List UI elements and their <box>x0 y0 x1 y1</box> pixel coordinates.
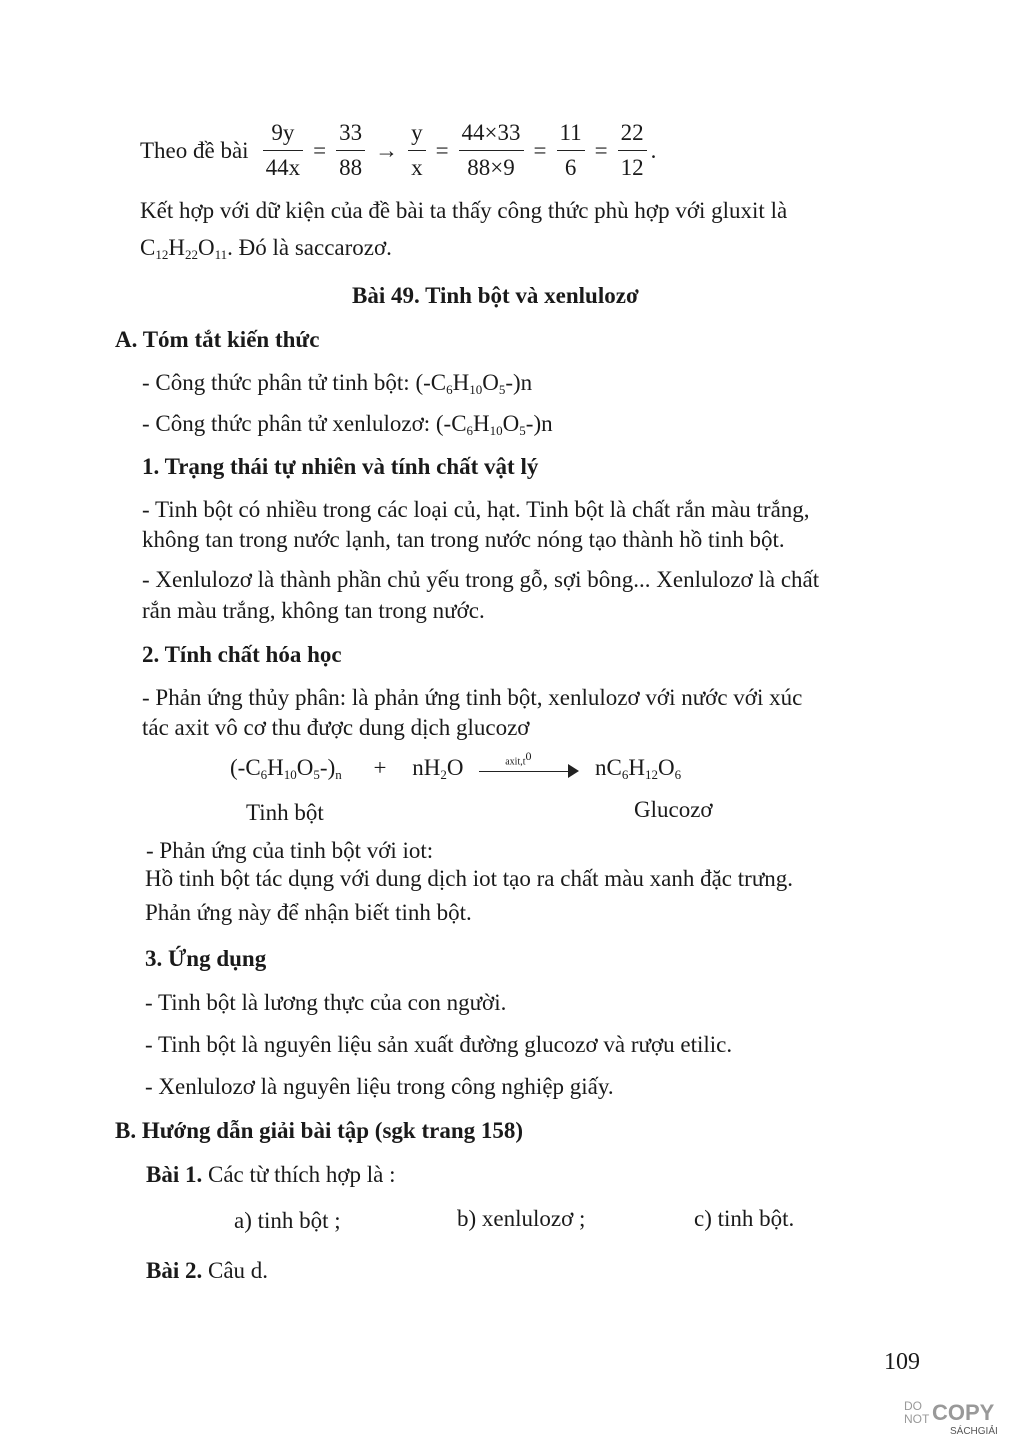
section-b-heading: B. Hướng dẫn giải bài tập (sgk trang 158) <box>115 1118 524 1143</box>
subsection-1-heading: 1. Trạng thái tự nhiên và tính chất vật lý <box>142 454 539 479</box>
starch-formula: - Công thức phân tử tinh bột: $(-C_6H_{10}O_5-)n$ <box>142 370 533 397</box>
exercise-1-answer-b: b) xenlulozơ ; <box>457 1206 586 1231</box>
application-item: - Tinh bột là lương thực của con người. <box>145 990 507 1015</box>
label-starch: Tinh bột <box>246 800 324 825</box>
plus-sign: + <box>373 755 387 780</box>
sub1-p1-line1: - Tinh bột có nhiều trong các loại củ, hạt. Tinh bột là chất rắn màu trắng, <box>142 497 810 522</box>
sub2-p2-line1: - Phản ứng của tinh bột với iot: <box>146 838 434 863</box>
exercise-2-text: Câu d. <box>207 1258 269 1283</box>
exercise-1-answer-a: a) tinh bột ; <box>234 1208 341 1233</box>
equals-sign: = <box>313 137 327 163</box>
product-glucose: $nC_6H_{12}O_6$ <box>594 755 682 782</box>
hydrolysis-reaction <box>230 748 682 783</box>
arrow-head-icon <box>568 764 579 778</box>
watermark-logo: DO NOT COPY SÁCHGIẢI <box>904 1399 998 1437</box>
intro-line-2: $C_{12}H_{22}O_{11}$. Đó là saccarozơ. <box>140 235 392 262</box>
reactant-water: $nH_2O$ <box>412 755 464 782</box>
subsection-3-heading: 3. Ứng dụng <box>145 946 267 971</box>
application-item: - Xenlulozơ là nguyên liệu trong công nghiệp giấy. <box>145 1074 614 1099</box>
equals-sign: = <box>435 137 449 163</box>
sub2-p1-line2: tác axit vô cơ thu được dung dịch glucozơ <box>142 715 530 740</box>
sub2-p2-line3: Phản ứng này để nhận biết tinh bột. <box>145 900 472 925</box>
fraction-9y-44x: $\frac{9y}{44x}$ <box>263 118 304 183</box>
exercise-1-label: Bài 1. <box>146 1162 203 1187</box>
exercise-1 <box>146 1162 396 1188</box>
fraction-22-12: $\frac{22}{12}$ <box>618 118 647 183</box>
application-item: - Tinh bột là nguyên liệu sản xuất đường glucozơ và rượu etilic. <box>145 1032 733 1057</box>
ratio-equation: Theo đề bài $\frac{9y}{44x}$ = $\frac{33}{88}$ → $\frac{y}{x}$ = $\frac{44\times 33}{88\times 9}$ = $\frac{11}{6}$ = $\frac{22}{12}$ . <box>140 118 656 183</box>
fraction-33-88: $\frac{33}{88}$ <box>336 118 365 183</box>
exercise-2-label: Bài 2. <box>146 1258 203 1283</box>
equation-lead: Theo đề bài <box>140 137 249 163</box>
subsection-2-heading: 2. Tính chất hóa học <box>142 642 342 667</box>
page-number: 109 <box>884 1349 920 1375</box>
intro-line-1: Kết hợp với dữ kiện của đề bài ta thấy công thức phù hợp với gluxit là <box>140 198 788 223</box>
implies-arrow: → <box>375 137 399 163</box>
reaction-condition: $axit,t^0$ <box>505 748 532 768</box>
sub1-p2-line1: - Xenlulozơ là thành phần chủ yếu trong gỗ, sợi bông... Xenlulozơ là chất <box>142 567 820 592</box>
sub2-p1-line1: - Phản ứng thủy phân: là phản ứng tinh bột, xenlulozơ với nước với xúc <box>142 685 803 710</box>
exercise-2 <box>146 1258 268 1284</box>
lesson-title: Bài 49. Tinh bột và xenlulozơ <box>352 283 639 308</box>
sub1-p1-line2: không tan trong nước lạnh, tan trong nước nóng tạo thành hồ tinh bột. <box>142 527 785 552</box>
equals-sign: = <box>594 137 608 163</box>
reactant-starch: $(-C_6H_{10}O_5-)_n$ <box>230 755 342 782</box>
sub1-p2-line2: rắn màu trắng, không tan trong nước. <box>142 598 485 623</box>
section-a-heading: A. Tóm tắt kiến thức <box>115 327 320 352</box>
exercise-1-answer-c: c) tinh bột. <box>694 1206 795 1231</box>
label-glucose: Glucozơ <box>634 797 713 822</box>
reaction-arrow <box>479 748 579 781</box>
cellulose-formula: - Công thức phân tử xenlulozơ: $(-C_6H_{10}O_5-)n$ <box>142 411 553 438</box>
fraction-11-6: $\frac{11}{6}$ <box>557 118 585 183</box>
exercise-1-text: Các từ thích hợp là : <box>207 1162 396 1187</box>
sub2-p2-line2: Hồ tinh bột tác dụng với dung dịch iot tạo ra chất màu xanh đặc trưng. <box>145 866 794 891</box>
fraction-product: $\frac{44\times 33}{88\times 9}$ <box>459 118 524 183</box>
equals-sign: = <box>533 137 547 163</box>
fraction-y-x: $\frac{y}{x}$ <box>408 118 426 183</box>
